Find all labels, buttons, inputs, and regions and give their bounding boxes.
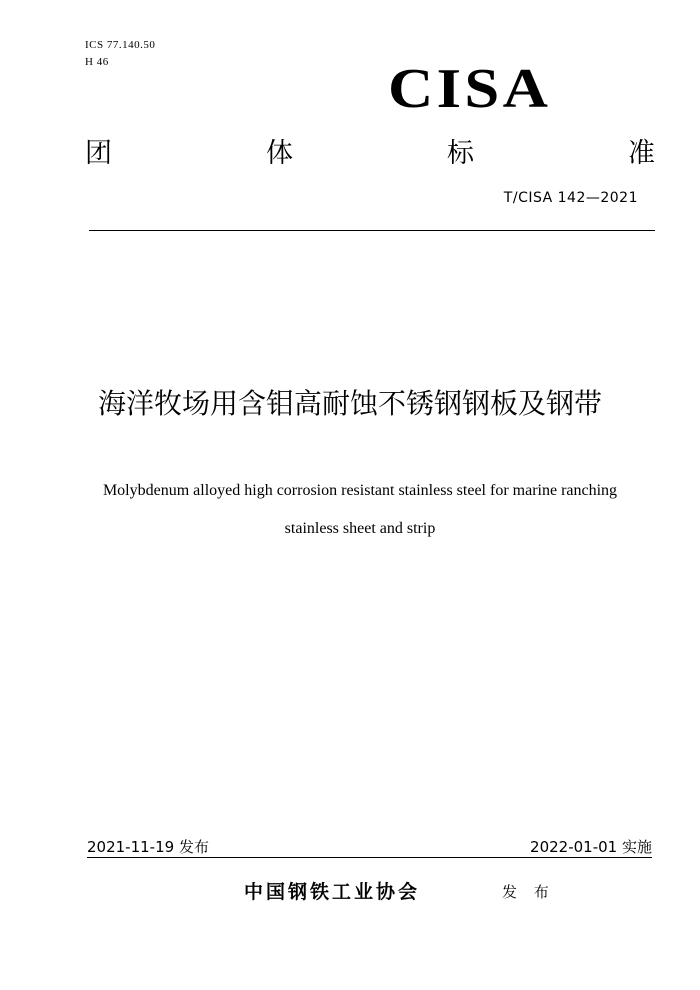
standard-number: T/CISA 142—2021: [503, 190, 638, 206]
date-row: [87, 838, 652, 856]
classification-codes: [85, 37, 155, 71]
cisa-logo: CISA: [388, 58, 552, 120]
standard-type-char: 体: [266, 138, 293, 169]
english-title-line: Molybdenum alloyed high corrosion resistant stainless steel for marine ranching: [102, 482, 618, 499]
english-title: [60, 472, 660, 548]
chinese-title: 海洋牧场用含钼高耐蚀不锈钢钢板及钢带: [97, 387, 602, 420]
standard-type-char: 准: [628, 138, 655, 169]
header-divider: [89, 230, 655, 231]
publisher-action: 发 布: [502, 883, 555, 901]
standard-type-char: 团: [85, 138, 112, 169]
ccs-code: H 46: [85, 56, 109, 68]
ics-code: ICS 77.140.50: [85, 39, 156, 51]
implementation-date: 2022-01-01 实施: [530, 838, 652, 856]
standard-type-char: 标: [447, 138, 474, 169]
footer-divider: [87, 857, 652, 858]
publisher-organization: 中国钢铁工业协会: [244, 881, 421, 903]
issue-date: 2021-11-19 发布: [87, 838, 209, 856]
standard-type-heading: [85, 138, 655, 170]
english-title-line: stainless sheet and strip: [284, 520, 436, 537]
